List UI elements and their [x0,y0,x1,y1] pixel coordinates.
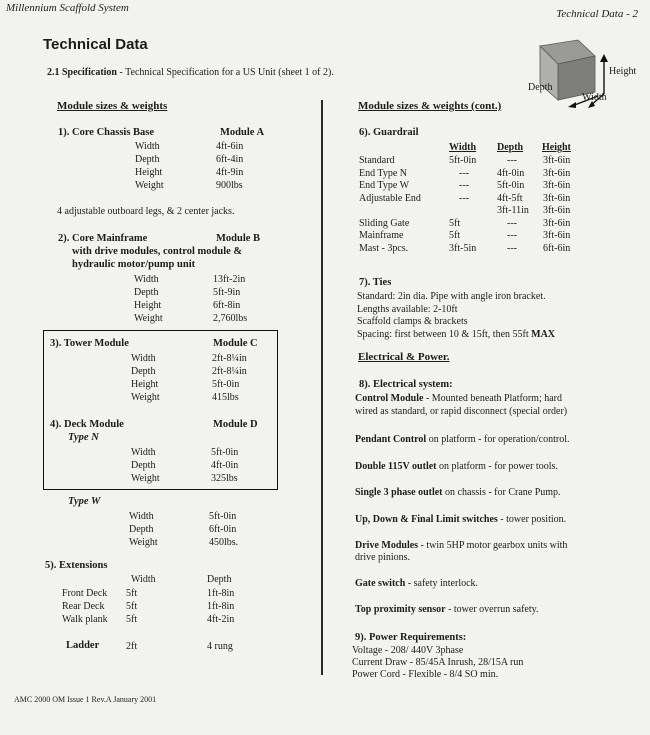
guardrail-col-depth: Depth [497,142,524,153]
spec-label: Depth [135,154,160,165]
power-line: Current Draw - 85/45A Inrush, 28/15A run [352,657,524,668]
spec-label: End Type W [359,180,410,191]
spec-label: Height [134,300,162,311]
tower-title: 3). Tower Module [50,338,129,349]
spec-value: 4ft-9in [216,167,244,178]
spec-value: 3ft-6in [543,180,571,191]
extensions-title: 5). Extensions [45,560,108,571]
extensions-depths [207,587,234,626]
spec-label: Walk plank [62,614,108,625]
core-mainframe-line3: hydraulic motor/pump unit [72,259,196,270]
spec-label: End Type N [359,167,407,179]
ties-line: Standard: 2in dia. Pipe with angle iron bracket. [357,291,546,302]
power-line: Voltage - 208/ 440V 3phase [352,645,464,656]
spec-label: Standard [359,155,395,166]
subtitle-number: 2.1 Specification [47,67,117,78]
electrical-item-text2: wired as standard, or rapid disconnect (special order) [355,405,568,417]
extensions-col-depth: Depth [207,574,232,585]
electrical-heading: Electrical & Power. [358,351,450,363]
spec-value: 415lbs [212,392,239,403]
electrical-item-text: - safety interlock. [405,578,479,589]
deck-n-labels [131,446,160,485]
core-mainframe-title: 2). Core Mainframe [58,233,148,244]
spec-value: --- [459,167,469,179]
core-mainframe-line2: with drive modules, control module & [72,246,243,257]
spec-value: 5ft [449,217,461,229]
electrical-item-bold: Up, Down & Final Limit switches [355,514,498,525]
spec-value: 1ft-8in [207,601,235,612]
ties-line: Scaffold clamps & brackets [357,316,468,327]
spec-value: 3ft-6in [543,205,571,216]
electrical-item [355,487,561,498]
electrical-item [355,461,558,472]
spec-value: 13ft-2in [213,274,246,285]
spec-value: 5ft-0in [449,155,477,166]
spec-value: 2ft-8¼in [212,366,247,377]
electrical-item-bold: Single 3 phase outlet [355,487,443,498]
electrical-item [355,578,478,589]
spec-value: 325lbs [211,473,238,484]
electrical-item [355,434,570,445]
subtitle [47,67,334,78]
spec-value: 3ft-6in [543,192,571,204]
ladder-depth: 4 rung [207,641,233,652]
ties-spacing-text: Spacing: first between 10 & 15ft, then 55ft [357,328,532,340]
ties-title: 7). Ties [359,277,392,288]
spec-value: 5ft [126,588,138,599]
spec-value: 3ft-6in [543,230,571,241]
header-right: Technical Data - 2 [556,8,638,20]
spec-label: Rear Deck [62,601,105,612]
spec-value: --- [507,155,517,166]
spec-value: 5ft-0in [212,379,240,390]
core-mainframe-values [213,273,247,325]
electrical-item-bold: Control Module [355,393,424,404]
footer-text: AMC 2000 OM Issue 1 Rev.A January 2001 [14,695,157,704]
deck-n-values [211,446,238,485]
spec-value: 450lbs. [209,537,239,548]
deck-title: 4). Deck Module [50,419,124,430]
electrical-item [355,540,567,564]
spec-value: 5ft-9in [213,287,241,298]
spec-label: Sliding Gate [359,217,410,229]
spec-value: 4ft-2in [207,614,235,625]
electrical-item-bold: Gate switch [355,578,406,589]
electrical-item-bold: Drive Modules [355,540,419,551]
spec-value: 3ft-6in [543,155,571,166]
depth-label: Depth [528,82,553,93]
ties-lines [357,291,555,341]
height-label: Height [609,66,637,77]
guardrail-depths [497,155,529,255]
spec-value: 3ft-11in [497,205,529,216]
core-chassis-values [216,140,243,192]
electrical-item-text: on platform - for operation/control. [426,434,570,445]
subtitle-text: - Technical Specification for a US Unit (sheet 1 of 2). [117,67,334,78]
spec-label: Front Deck [62,588,108,599]
column-divider [321,100,323,675]
electrical-item [355,514,566,525]
guardrail-labels [359,155,421,255]
page-title: Technical Data [43,36,148,53]
right-section-heading: Module sizes & weights (cont.) [358,100,502,112]
spec-value: 3ft-6in [543,167,571,179]
width-label: Width [582,92,607,103]
core-chassis-title: 1). Core Chassis Base [58,127,155,138]
guardrail-widths [449,155,476,255]
guardrail-heights [543,155,570,255]
spec-value: 5ft-0in [209,511,237,522]
spec-label: Width [129,511,154,522]
ladder-label: Ladder [66,640,100,651]
spec-label [359,205,421,218]
core-chassis-module: Module A [220,127,265,138]
spec-label: Weight [129,537,158,548]
spec-label: Weight [131,473,160,484]
spec-value: --- [459,192,469,204]
spec-value: --- [507,230,517,241]
spec-label: Depth [134,287,159,298]
guardrail-title: 6). Guardrail [359,127,419,138]
power-lines [352,645,523,681]
spec-value: 5ft [126,601,138,612]
spec-label: Adjustable End [359,192,421,204]
spec-label: Height [135,167,163,178]
spec-label: Width [134,274,159,285]
spec-label: Mainframe [359,230,404,241]
spec-value: 4ft-0in [211,460,239,471]
extensions-col-width: Width [131,574,156,585]
spec-value: --- [507,217,517,229]
spec-value: 6ft-6in [543,242,571,254]
left-section-heading: Module sizes & weights [57,100,168,112]
power-line: Power Cord - Flexible - 8/4 SO min. [352,669,499,680]
ties-spacing [357,329,555,342]
spec-label: Width [135,141,160,152]
tower-module: Module C [213,338,258,349]
power-title: 9). Power Requirements: [355,632,467,643]
spec-label: Width [131,447,156,458]
spec-value: 2,760lbs [213,313,248,324]
spec-value: 3ft-6in [543,217,571,229]
spec-value: --- [507,242,517,254]
spec-value: 900lbs [216,180,243,191]
spec-value: 6ft-4in [216,154,244,165]
electrical-item-bold: Top proximity sensor [355,604,446,615]
electrical-item-text: on platform - for power tools. [436,461,558,472]
guardrail-col-width: Width [449,142,477,153]
extensions-widths [126,587,137,626]
tower-labels [131,352,160,404]
spec-label: Weight [131,392,160,403]
deck-w-values [209,510,238,549]
header-left: Millennium Scaffold System [6,2,129,14]
deck-type-w: Type W [68,496,101,507]
spec-value: 6ft-8in [213,300,241,311]
electrical-title: 8). Electrical system: [359,379,453,390]
spec-value: 6ft-0in [209,524,237,535]
spec-value [449,205,476,218]
deck-w-labels [129,510,158,549]
electrical-item-text: - Mounted beneath Platform; hard [423,393,563,404]
spec-value: 5ft-0in [211,447,239,458]
ladder-width: 2ft [126,641,138,652]
spec-label: Depth [131,366,156,377]
electrical-item-text: on chassis - for Crane Pump. [442,487,561,498]
spec-value: --- [459,180,469,191]
electrical-item [355,604,539,615]
spec-value: 5ft [449,230,461,241]
spec-label: Depth [131,460,156,471]
electrical-item-bold: Double 115V outlet [355,461,437,472]
ties-line: Lengths available: 2-10ft [357,303,458,315]
core-chassis-labels [135,140,164,192]
electrical-item-bold: Pendant Control [355,434,427,445]
spec-label: Depth [129,524,154,535]
spec-value: 4ft-6in [216,141,244,152]
spec-value: 1ft-8in [207,588,235,599]
spec-value: 5ft-0in [497,180,525,191]
electrical-item-text: - tower position. [497,514,567,525]
core-mainframe-module: Module B [216,233,261,244]
core-chassis-note: 4 adjustable outboard legs, & 2 center jacks. [57,206,235,217]
spec-value: 4ft-0in [497,167,525,179]
core-mainframe-labels [134,273,163,325]
electrical-item-text: - twin 5HP motor gearbox units with [418,540,568,551]
spec-label: Weight [134,313,163,324]
spec-value: 5ft [126,614,138,625]
spec-label: Height [131,379,159,390]
spec-value: 3ft-5in [449,242,477,254]
ties-spacing-max: MAX [531,328,556,340]
tower-values [212,352,247,404]
guardrail-col-height: Height [542,142,571,153]
spec-value: 4ft-5ft [497,192,523,204]
electrical-item-text2: drive pinions. [355,552,410,563]
extensions-labels [62,587,108,626]
spec-label: Weight [135,180,164,191]
dimension-diagram [510,34,645,109]
spec-value: 2ft-8¼in [212,353,247,364]
deck-type-n: Type N [68,432,99,443]
electrical-item-text: - tower overrun safety. [445,604,539,615]
electrical-item [355,393,567,418]
spec-label: Width [131,353,156,364]
deck-module: Module D [213,419,258,430]
spec-label: Mast - 3pcs. [359,242,409,254]
